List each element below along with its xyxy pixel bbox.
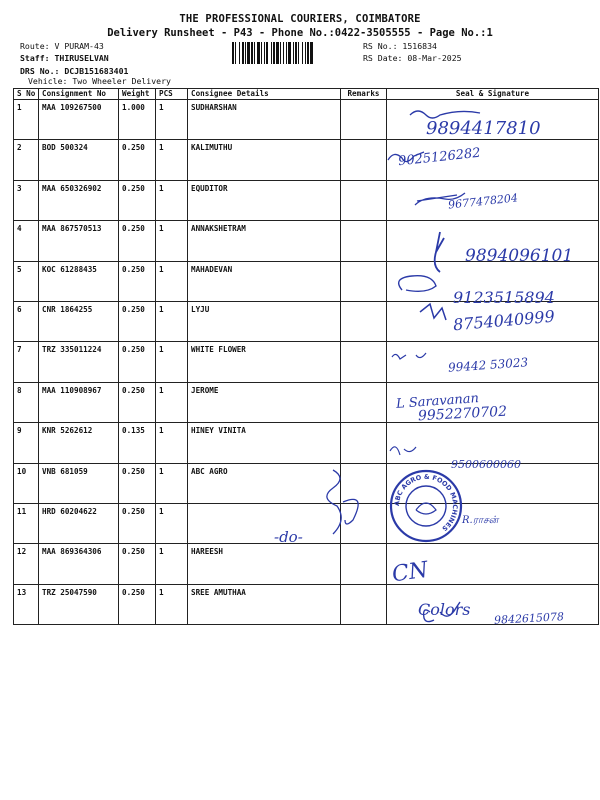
row-consignment-no: MAA 869364306: [39, 544, 119, 584]
row-pcs: 1: [156, 301, 188, 341]
col-consignment: Consignment No: [39, 89, 119, 100]
row-consignment-no: MAA 109267500: [39, 100, 119, 140]
row-consignment-no: KNR 5262612: [39, 423, 119, 463]
phone-6: 8754040999: [452, 306, 556, 335]
row-sno: 1: [14, 100, 39, 140]
row-pcs: 1: [156, 342, 188, 382]
ditto-brace: [327, 470, 358, 534]
row-consignment-no: MAA 110908967: [39, 382, 119, 422]
row-weight: 0.135: [119, 423, 156, 463]
phone-8: 9952270702: [417, 403, 508, 425]
ditto-mark: -do-: [274, 528, 303, 546]
row-pcs: 1: [156, 584, 188, 624]
col-weight: Weight: [119, 89, 156, 100]
company-title: THE PROFESSIONAL COURIERS, COIMBATORE: [179, 13, 421, 25]
phone-7: 99442 53023: [447, 355, 529, 375]
row-sno: 10: [14, 463, 39, 503]
col-remarks: Remarks: [341, 89, 387, 100]
row-sno: 11: [14, 503, 39, 543]
row-weight: 0.250: [119, 140, 156, 180]
row-weight: 0.250: [119, 544, 156, 584]
row-consignee: ABC AGRO: [188, 463, 341, 503]
row-weight: 0.250: [119, 584, 156, 624]
row-weight: 1.000: [119, 100, 156, 140]
drs-number: DRS No.: DCJB151683401: [20, 66, 129, 76]
row-sno: 3: [14, 180, 39, 220]
row-pcs: 1: [156, 382, 188, 422]
row-consignment-no: TRZ 335011224: [39, 342, 119, 382]
row-consignee: HAREESH: [188, 544, 341, 584]
signature-1: [410, 111, 480, 118]
phone-13: 9842615078: [493, 610, 565, 627]
row-consignee: LYJU: [188, 301, 341, 341]
row-consignment-no: VNB 681059: [39, 463, 119, 503]
signature-8: L Saravanan: [395, 391, 480, 412]
row-sno: 7: [14, 342, 39, 382]
col-sno: S No: [14, 89, 39, 100]
row-consignee: JEROME: [188, 382, 341, 422]
row-consignment-no: CNR 1864255: [39, 301, 119, 341]
signature-7: [392, 353, 426, 359]
signature-4: [435, 232, 444, 272]
phone-5: 9123515894: [453, 288, 555, 307]
signature-9: [390, 447, 416, 455]
row-consignment-no: BOD 500324: [39, 140, 119, 180]
row-sno: 5: [14, 261, 39, 301]
signature-11: R.ராசன்: [462, 515, 499, 526]
row-sno: 8: [14, 382, 39, 422]
row-consignee: EQUDITOR: [188, 180, 341, 220]
row-consignee: WHITE FLOWER: [188, 342, 341, 382]
row-sno: 12: [14, 544, 39, 584]
row-sno: 4: [14, 221, 39, 261]
row-consignment-no: KOC 61288435: [39, 261, 119, 301]
company-stamp: [388, 468, 464, 544]
row-consignment-no: TRZ 25047590: [39, 584, 119, 624]
signature-13-name: Colors: [418, 600, 471, 619]
row-weight: 0.250: [119, 382, 156, 422]
row-pcs: 1: [156, 503, 188, 543]
row-sno: 2: [14, 140, 39, 180]
row-sno: 9: [14, 423, 39, 463]
phone-4: 9894096101: [465, 246, 574, 266]
phone-1: 9894417810: [426, 118, 541, 139]
runsheet-heading: Delivery Runsheet - P43 - Phone No.:0422-3505555 - Page No.:1: [107, 27, 493, 39]
row-pcs: 1: [156, 140, 188, 180]
signature-6: [420, 304, 446, 320]
rs-number: RS No.: 1516834: [363, 41, 437, 51]
route-label: Route: V PURAM-43: [20, 41, 104, 51]
row-sno: 13: [14, 584, 39, 624]
row-consignee: SUDHARSHAN: [188, 100, 341, 140]
row-weight: 0.250: [119, 463, 156, 503]
row-consignment-no: HRD 60204622: [39, 503, 119, 543]
row-weight: 0.250: [119, 342, 156, 382]
row-pcs: 1: [156, 423, 188, 463]
row-weight: 0.250: [119, 221, 156, 261]
row-weight: 0.250: [119, 503, 156, 543]
row-sno: 6: [14, 301, 39, 341]
col-consignee: Consignee Details: [188, 89, 341, 100]
row-weight: 0.250: [119, 261, 156, 301]
row-consignee: KALIMUTHU: [188, 140, 341, 180]
row-weight: 0.250: [119, 301, 156, 341]
row-pcs: 1: [156, 180, 188, 220]
row-consignee: SREE AMUTHAA: [188, 584, 341, 624]
col-signature: Seal & Signature: [387, 89, 599, 100]
phone-2: 9025126282: [397, 145, 482, 170]
row-consignee: HINEY VINITA: [188, 423, 341, 463]
row-consignee: ANNAKSHETRAM: [188, 221, 341, 261]
col-pcs: PCS: [156, 89, 188, 100]
phone-3: 9677478204: [447, 191, 519, 212]
vehicle-label: Vehicle: Two Wheeler Delivery: [28, 76, 171, 86]
row-pcs: 1: [156, 463, 188, 503]
row-consignment-no: MAA 650326902: [39, 180, 119, 220]
signature-5: [399, 276, 436, 292]
row-pcs: 1: [156, 261, 188, 301]
rs-date: RS Date: 08-Mar-2025: [363, 53, 462, 63]
staff-label: Staff: THIRUSELVAN: [20, 53, 109, 63]
row-consignee: MAHADEVAN: [188, 261, 341, 301]
stamp-text: ABC AGRO & FOOD MACHINES: [392, 472, 460, 533]
signature-12: CN: [390, 557, 430, 588]
row-pcs: 1: [156, 221, 188, 261]
row-weight: 0.250: [119, 180, 156, 220]
row-pcs: 1: [156, 544, 188, 584]
row-pcs: 1: [156, 100, 188, 140]
phone-9: 9500600060: [451, 458, 521, 471]
row-consignment-no: MAA 867570513: [39, 221, 119, 261]
